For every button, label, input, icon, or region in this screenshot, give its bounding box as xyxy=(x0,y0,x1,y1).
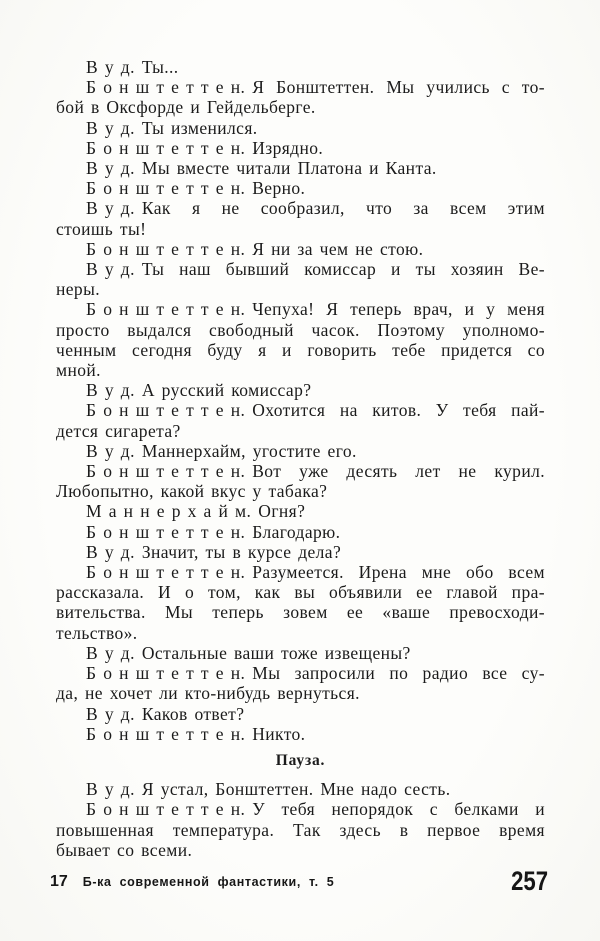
line-text: Мы запросили по радио все су- xyxy=(252,663,545,684)
speaker-name: Б о н ш т е т т е н. xyxy=(86,461,246,482)
dialogue-line xyxy=(56,299,545,319)
dialogue-line xyxy=(56,57,545,77)
speaker-name: Б о н ш т е т т е н. xyxy=(86,521,246,542)
line-text: Огня? xyxy=(258,501,306,522)
dialogue-line xyxy=(56,623,545,643)
dialogue-line xyxy=(56,562,545,582)
dialogue-line xyxy=(56,542,545,562)
speaker-name: В у д. xyxy=(86,541,135,562)
line-text: Как я не сообразил, что за всем этим xyxy=(141,198,545,219)
speaker-name: М а н н е р х а й м. xyxy=(86,501,252,522)
series-title: Б-ка современной фантастики, т. 5 xyxy=(82,875,335,889)
line-text: Значит, ты в курсе дела? xyxy=(141,541,342,562)
line-text: стоишь ты! xyxy=(56,218,147,239)
dialogue-line xyxy=(56,602,545,622)
line-text: Ты... xyxy=(141,57,179,77)
dialogue-line xyxy=(56,643,545,663)
line-text: Разумеется. Ирена мне обо всем xyxy=(252,562,545,583)
dialogue-line xyxy=(56,239,545,259)
line-text: Я ни за чем не стою. xyxy=(252,238,424,259)
line-text: Маннерхайм, угостите его. xyxy=(141,440,357,461)
line-text: тельство». xyxy=(56,622,138,643)
dialogue-line xyxy=(56,259,545,279)
footer xyxy=(50,866,548,896)
line-text: Вот уже десять лет не курил. xyxy=(252,461,545,482)
line-text: вительства. Мы теперь зовем ее «ваше превосходи- xyxy=(56,602,545,623)
line-text: Остальные ваши тоже извещены? xyxy=(141,642,411,663)
speaker-name: Б о н ш т е т т е н. xyxy=(86,299,246,320)
dialogue-line xyxy=(56,77,545,97)
line-text: Мы вместе читали Платона и Канта. xyxy=(141,158,437,179)
line-text: Никто. xyxy=(252,723,306,744)
line-text: бывает со всеми. xyxy=(56,839,193,860)
line-text: Чепуха! Я теперь врач, и у меня xyxy=(252,299,545,320)
dialogue-line xyxy=(56,178,545,198)
speaker-name: Б о н ш т е т т е н. xyxy=(86,137,246,158)
speaker-name: Б о н ш т е т т е н. xyxy=(86,663,246,684)
speaker-name: В у д. xyxy=(86,158,135,179)
speaker-name: Б о н ш т е т т е н. xyxy=(86,178,246,199)
stage-direction xyxy=(56,751,545,771)
dialogue-line xyxy=(56,779,545,799)
line-text: Я устал, Бонштеттен. Мне надо сесть. xyxy=(141,779,451,800)
dialogue-line xyxy=(56,704,545,724)
line-text: У тебя непорядок с белками и xyxy=(252,799,545,820)
dialogue-text xyxy=(56,57,545,860)
speaker-name: В у д. xyxy=(86,779,135,800)
dialogue-line xyxy=(56,522,545,542)
dialogue-line xyxy=(56,198,545,218)
dialogue-line xyxy=(56,820,545,840)
line-text: бой в Оксфорде и Гейдельберге. xyxy=(56,97,316,118)
dialogue-line xyxy=(56,582,545,602)
speaker-name: В у д. xyxy=(86,642,135,663)
line-text: дется сигарета? xyxy=(56,420,181,441)
line-text: да, не хочет ли кто-нибудь вернуться. xyxy=(56,683,360,704)
speaker-name: В у д. xyxy=(86,380,135,401)
speaker-name: В у д. xyxy=(86,703,135,724)
line-text: Пауза. xyxy=(275,752,326,770)
dialogue-line xyxy=(56,663,545,683)
speaker-name: В у д. xyxy=(86,198,135,219)
line-text: Охотится на китов. У тебя пай- xyxy=(252,400,545,421)
dialogue-line xyxy=(56,441,545,461)
dialogue-line xyxy=(56,279,545,299)
line-text: просто выдался свободный часок. Поэтому уполномо- xyxy=(56,319,545,340)
speaker-name: В у д. xyxy=(86,57,135,77)
line-text: Ты наш бывший комиссар и ты хозяин Ве- xyxy=(141,259,545,280)
dialogue-line xyxy=(56,380,545,400)
speaker-name: Б о н ш т е т т е н. xyxy=(86,723,246,744)
dialogue-line xyxy=(56,724,545,744)
speaker-name: Б о н ш т е т т е н. xyxy=(86,562,246,583)
line-text: Верно. xyxy=(252,178,306,199)
line-text: А русский комиссар? xyxy=(141,380,312,401)
speaker-name: Б о н ш т е т т е н. xyxy=(86,400,246,421)
line-text: повышенная температура. Так здесь в первое время xyxy=(56,819,545,840)
dialogue-line xyxy=(56,501,545,521)
line-text: неры. xyxy=(56,279,101,300)
line-text: Каков ответ? xyxy=(141,703,245,724)
footer-imprint xyxy=(50,869,334,891)
line-text: мной. xyxy=(56,360,101,381)
dialogue-line xyxy=(56,840,545,860)
dialogue-line xyxy=(56,481,545,501)
line-text: ченным сегодня буду я и говорить тебе придется со xyxy=(56,339,545,360)
dialogue-line xyxy=(56,219,545,239)
dialogue-line xyxy=(56,138,545,158)
line-text: рассказала. И о том, как вы объявили ее главой пра- xyxy=(56,582,545,603)
line-text: Благодарю. xyxy=(252,521,341,542)
dialogue-line xyxy=(56,158,545,178)
dialogue-line xyxy=(56,118,545,138)
dialogue-line xyxy=(56,400,545,420)
speaker-name: В у д. xyxy=(86,440,135,461)
dialogue-line xyxy=(56,461,545,481)
dialogue-line xyxy=(56,360,545,380)
dialogue-line xyxy=(56,97,545,117)
speaker-name: В у д. xyxy=(86,117,135,138)
page-number: 257 xyxy=(511,866,548,896)
line-text: Я Бонштеттен. Мы учились с то- xyxy=(252,77,545,98)
dialogue-line xyxy=(56,320,545,340)
dialogue-line xyxy=(56,340,545,360)
speaker-name: Б о н ш т е т т е н. xyxy=(86,238,246,259)
dialogue-line xyxy=(56,799,545,819)
dialogue-line xyxy=(56,421,545,441)
dialogue-line xyxy=(56,683,545,703)
speaker-name: Б о н ш т е т т е н. xyxy=(86,799,246,820)
line-text: Ты изменился. xyxy=(141,117,258,138)
line-text: Любопытно, какой вкус у табака? xyxy=(56,481,328,502)
print-order-number: 17 xyxy=(50,873,68,890)
speaker-name: В у д. xyxy=(86,259,135,280)
speaker-name: Б о н ш т е т т е н. xyxy=(86,77,246,98)
line-text: Изрядно. xyxy=(252,137,324,158)
